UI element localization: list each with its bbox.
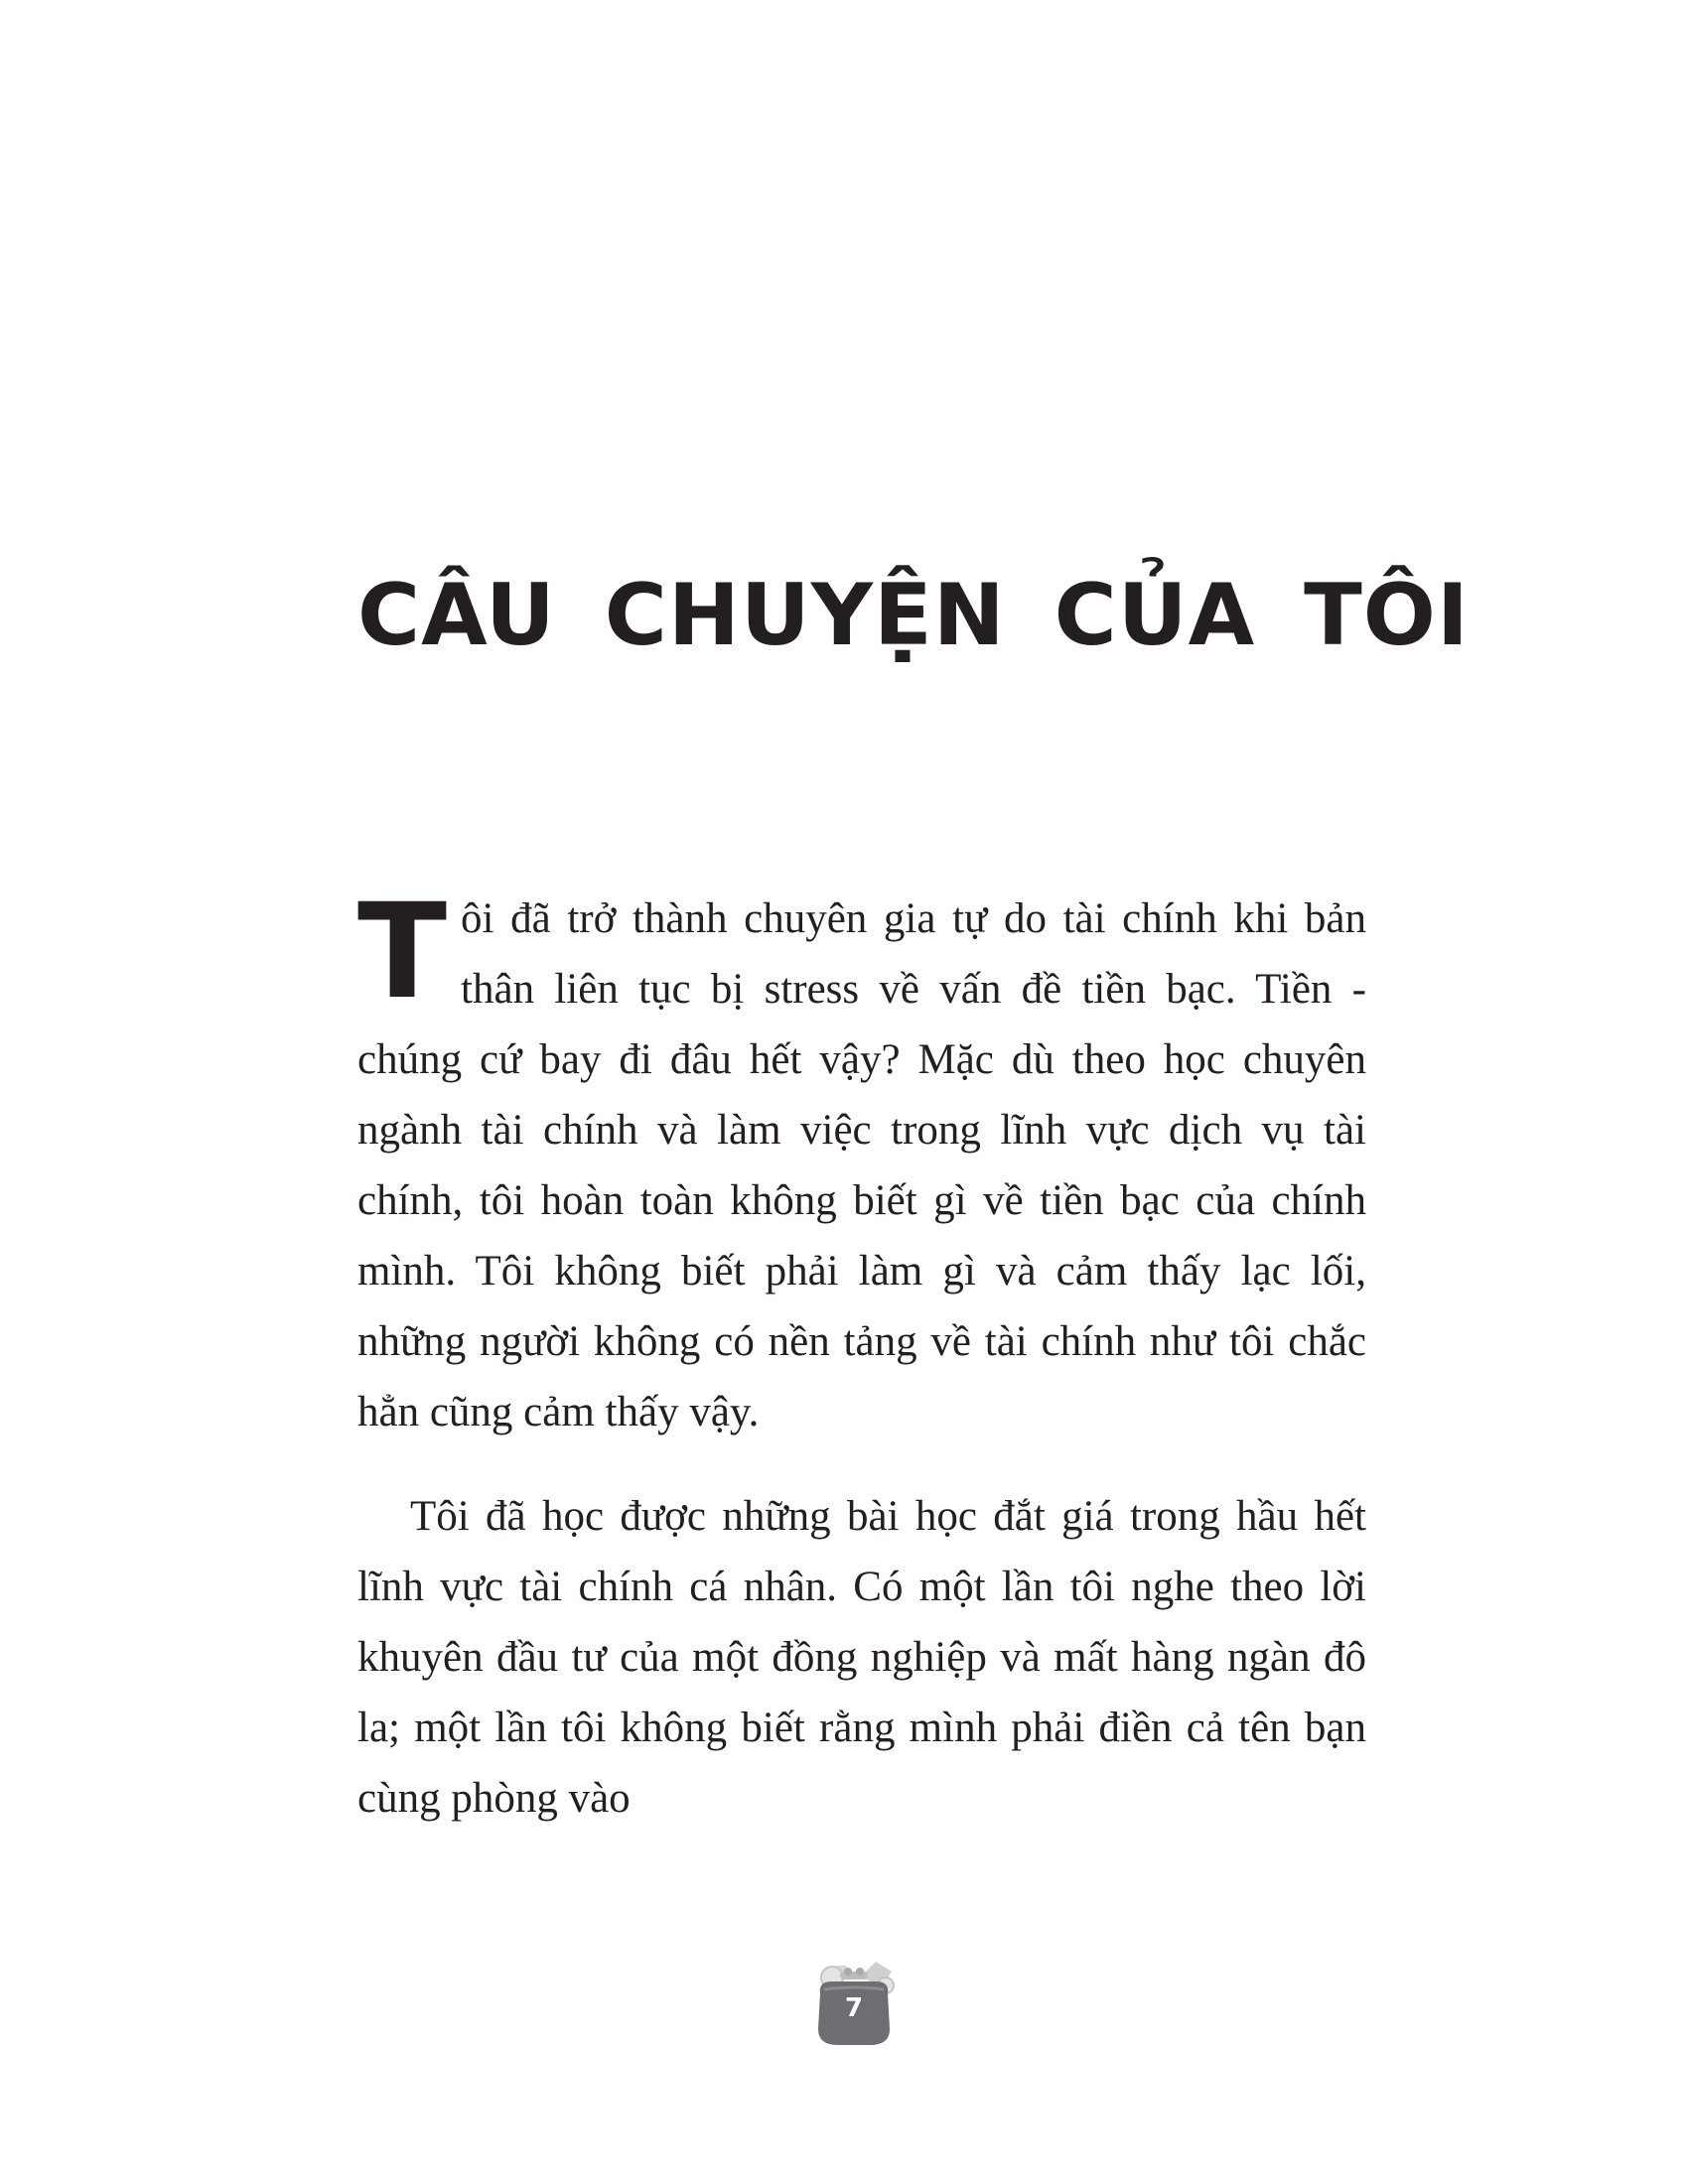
page-number-badge bbox=[802, 1956, 906, 2051]
drop-cap: T bbox=[357, 876, 448, 1028]
body-text bbox=[357, 876, 1366, 1834]
chapter-title: CÂU CHUYỆN CỦA TÔI bbox=[357, 566, 1470, 665]
paragraph-text: ôi đã trở thành chuyên gia tự do tài chính khi bản thân liên tục bị stress về vấn đề tiền bạc. Tiền - chúng cứ bay đi đâu hết vậy? Mặc dù theo học chuyên ngành tài chính và làm việc trong lĩnh vực dịch vụ tài chính, tôi hoàn toàn không biết gì về tiền bạc của chính mình. Tôi không biết phải làm gì và cảm thấy lạc lối, những người không có nền tảng về tài chính như tôi chắc hẳn cũng cảm thấy vậy. bbox=[357, 895, 1366, 1435]
page-number: 7 bbox=[844, 1993, 864, 2023]
paragraph bbox=[357, 876, 1366, 1447]
paragraph: Tôi đã học được những bài học đắt giá trong hầu hết lĩnh vực tài chính cá nhân. Có một lần tôi nghe theo lời khuyên đầu tư của một đồng nghiệp và mất hàng ngàn đô la; một lần tôi không biết rằng mình phải điền cả tên bạn cùng phòng vào bbox=[357, 1493, 1366, 1822]
